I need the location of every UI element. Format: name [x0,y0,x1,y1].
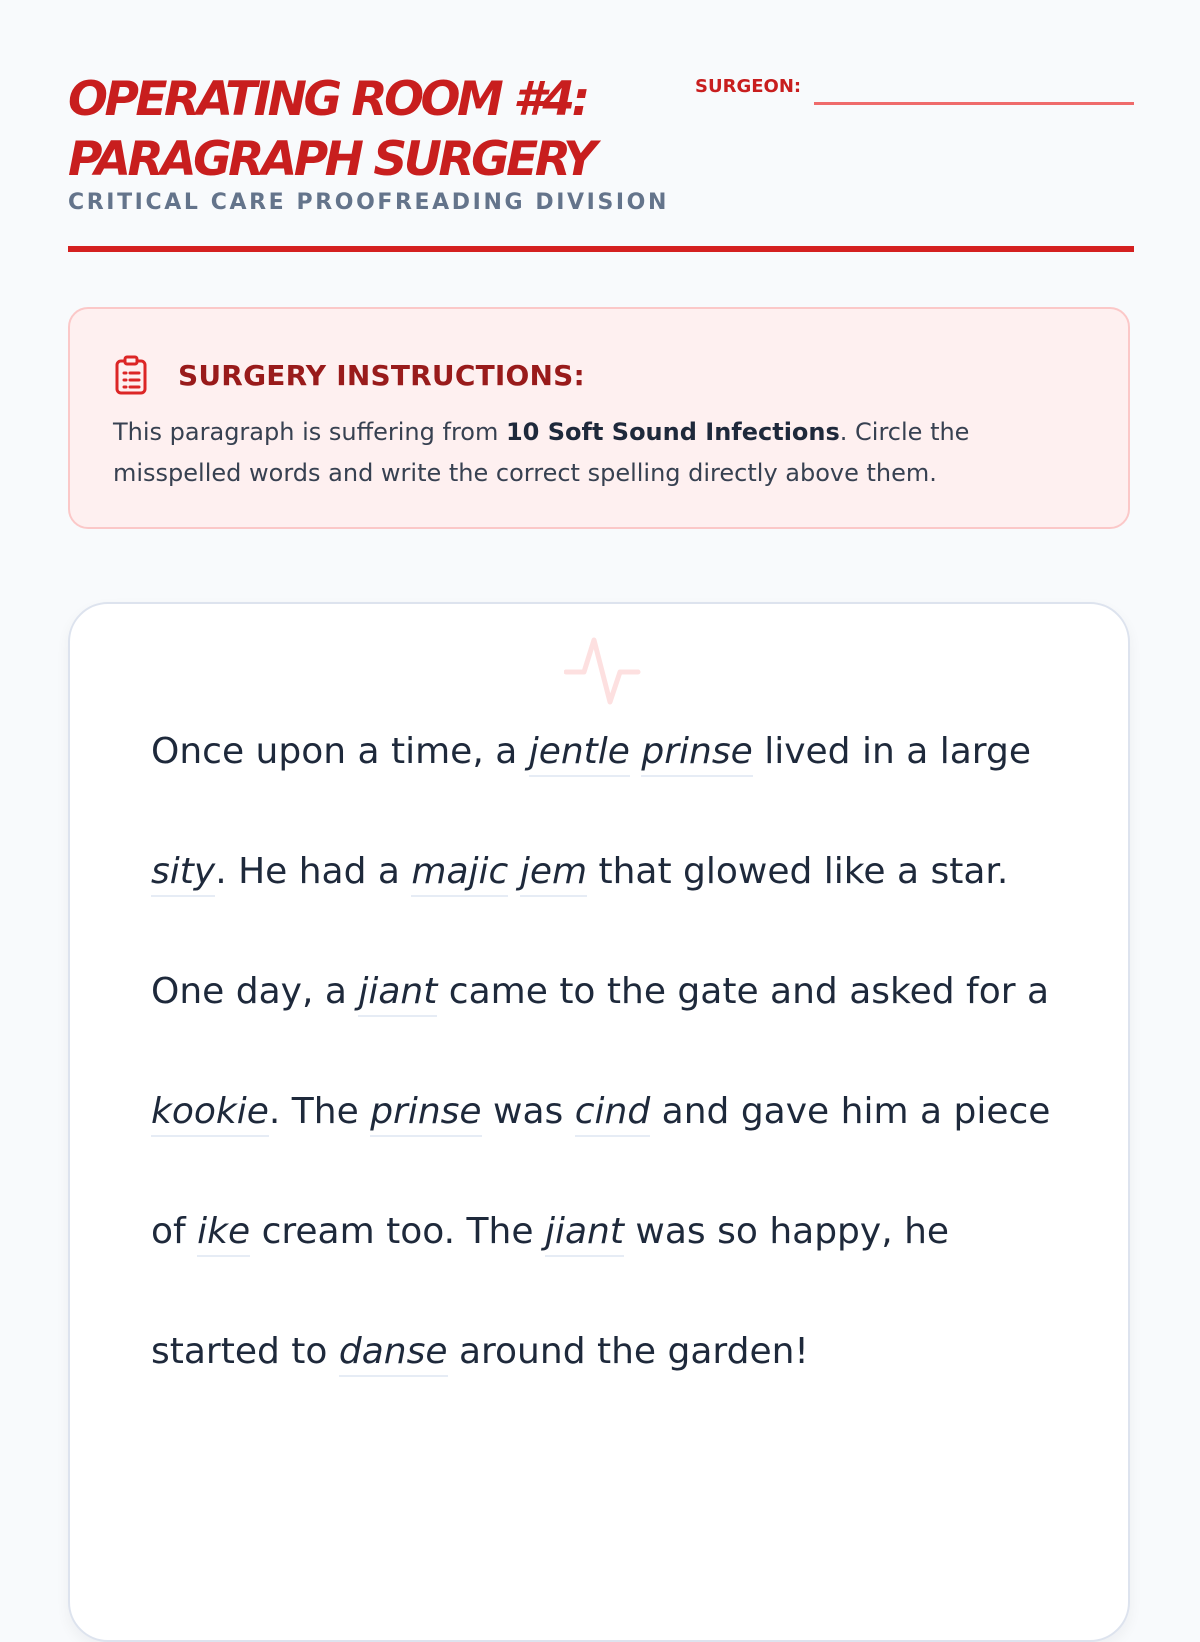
misspelled-word[interactable]: jiant [358,971,437,1017]
misspelled-word[interactable]: jentle [529,731,630,777]
misspelled-word[interactable]: majic [411,851,508,897]
misspelled-word[interactable]: danse [339,1331,448,1377]
story-text: cream too. The [250,1211,545,1252]
title-line-1: OPERATING ROOM #4: [68,72,587,127]
story-text: was [481,1091,575,1132]
instructions-text-start: This paragraph is suffering from [113,418,506,446]
story-text: . The [268,1091,371,1132]
story-text: . He had a [215,851,412,892]
instructions-heading: SURGERY INSTRUCTIONS: [178,359,585,392]
surgeon-name-field[interactable] [814,102,1134,105]
story-text [508,851,519,892]
page-title [68,70,668,190]
instructions-text [113,412,1053,494]
worksheet-page [68,0,1134,1372]
story-text: lived in a large [752,731,1031,772]
story-text: came to the gate and asked for a [437,971,1050,1012]
surgeon-label: SURGEON: [695,76,802,97]
misspelled-word[interactable]: prinse [641,731,752,777]
misspelled-word[interactable]: kookie [151,1091,269,1137]
title-line-2: PARAGRAPH SURGERY [68,132,594,187]
instructions-text-bold: 10 Soft Sound Infections [505,418,840,446]
story-text: was so happy, he started to [151,1211,950,1372]
misspelled-word[interactable]: prinse [370,1091,481,1137]
misspelled-word[interactable]: jiant [545,1211,624,1257]
instructions-box [68,307,1130,529]
story-paragraph [151,692,1051,1412]
story-text: around the garden! [447,1331,809,1372]
story-text [630,731,641,772]
instructions-text-end: . Circle the misspelled words and write the correct spelling directly above them. [113,418,970,487]
clipboard-icon [114,355,148,395]
header-divider [68,246,1134,252]
story-text: that glowed like a star. One day, a [151,851,1009,1012]
worksheet-header [68,0,1134,254]
misspelled-word[interactable]: sity [151,851,215,897]
story-text: Once upon a time, a [151,731,529,772]
paragraph-card [68,602,1130,1642]
misspelled-word[interactable]: cind [575,1091,650,1137]
page-subtitle: CRITICAL CARE PROOFREADING DIVISION [68,190,669,215]
story-text: and gave him a piece of [151,1091,1051,1252]
misspelled-word[interactable]: ike [197,1211,250,1257]
misspelled-word[interactable]: jem [520,851,587,897]
